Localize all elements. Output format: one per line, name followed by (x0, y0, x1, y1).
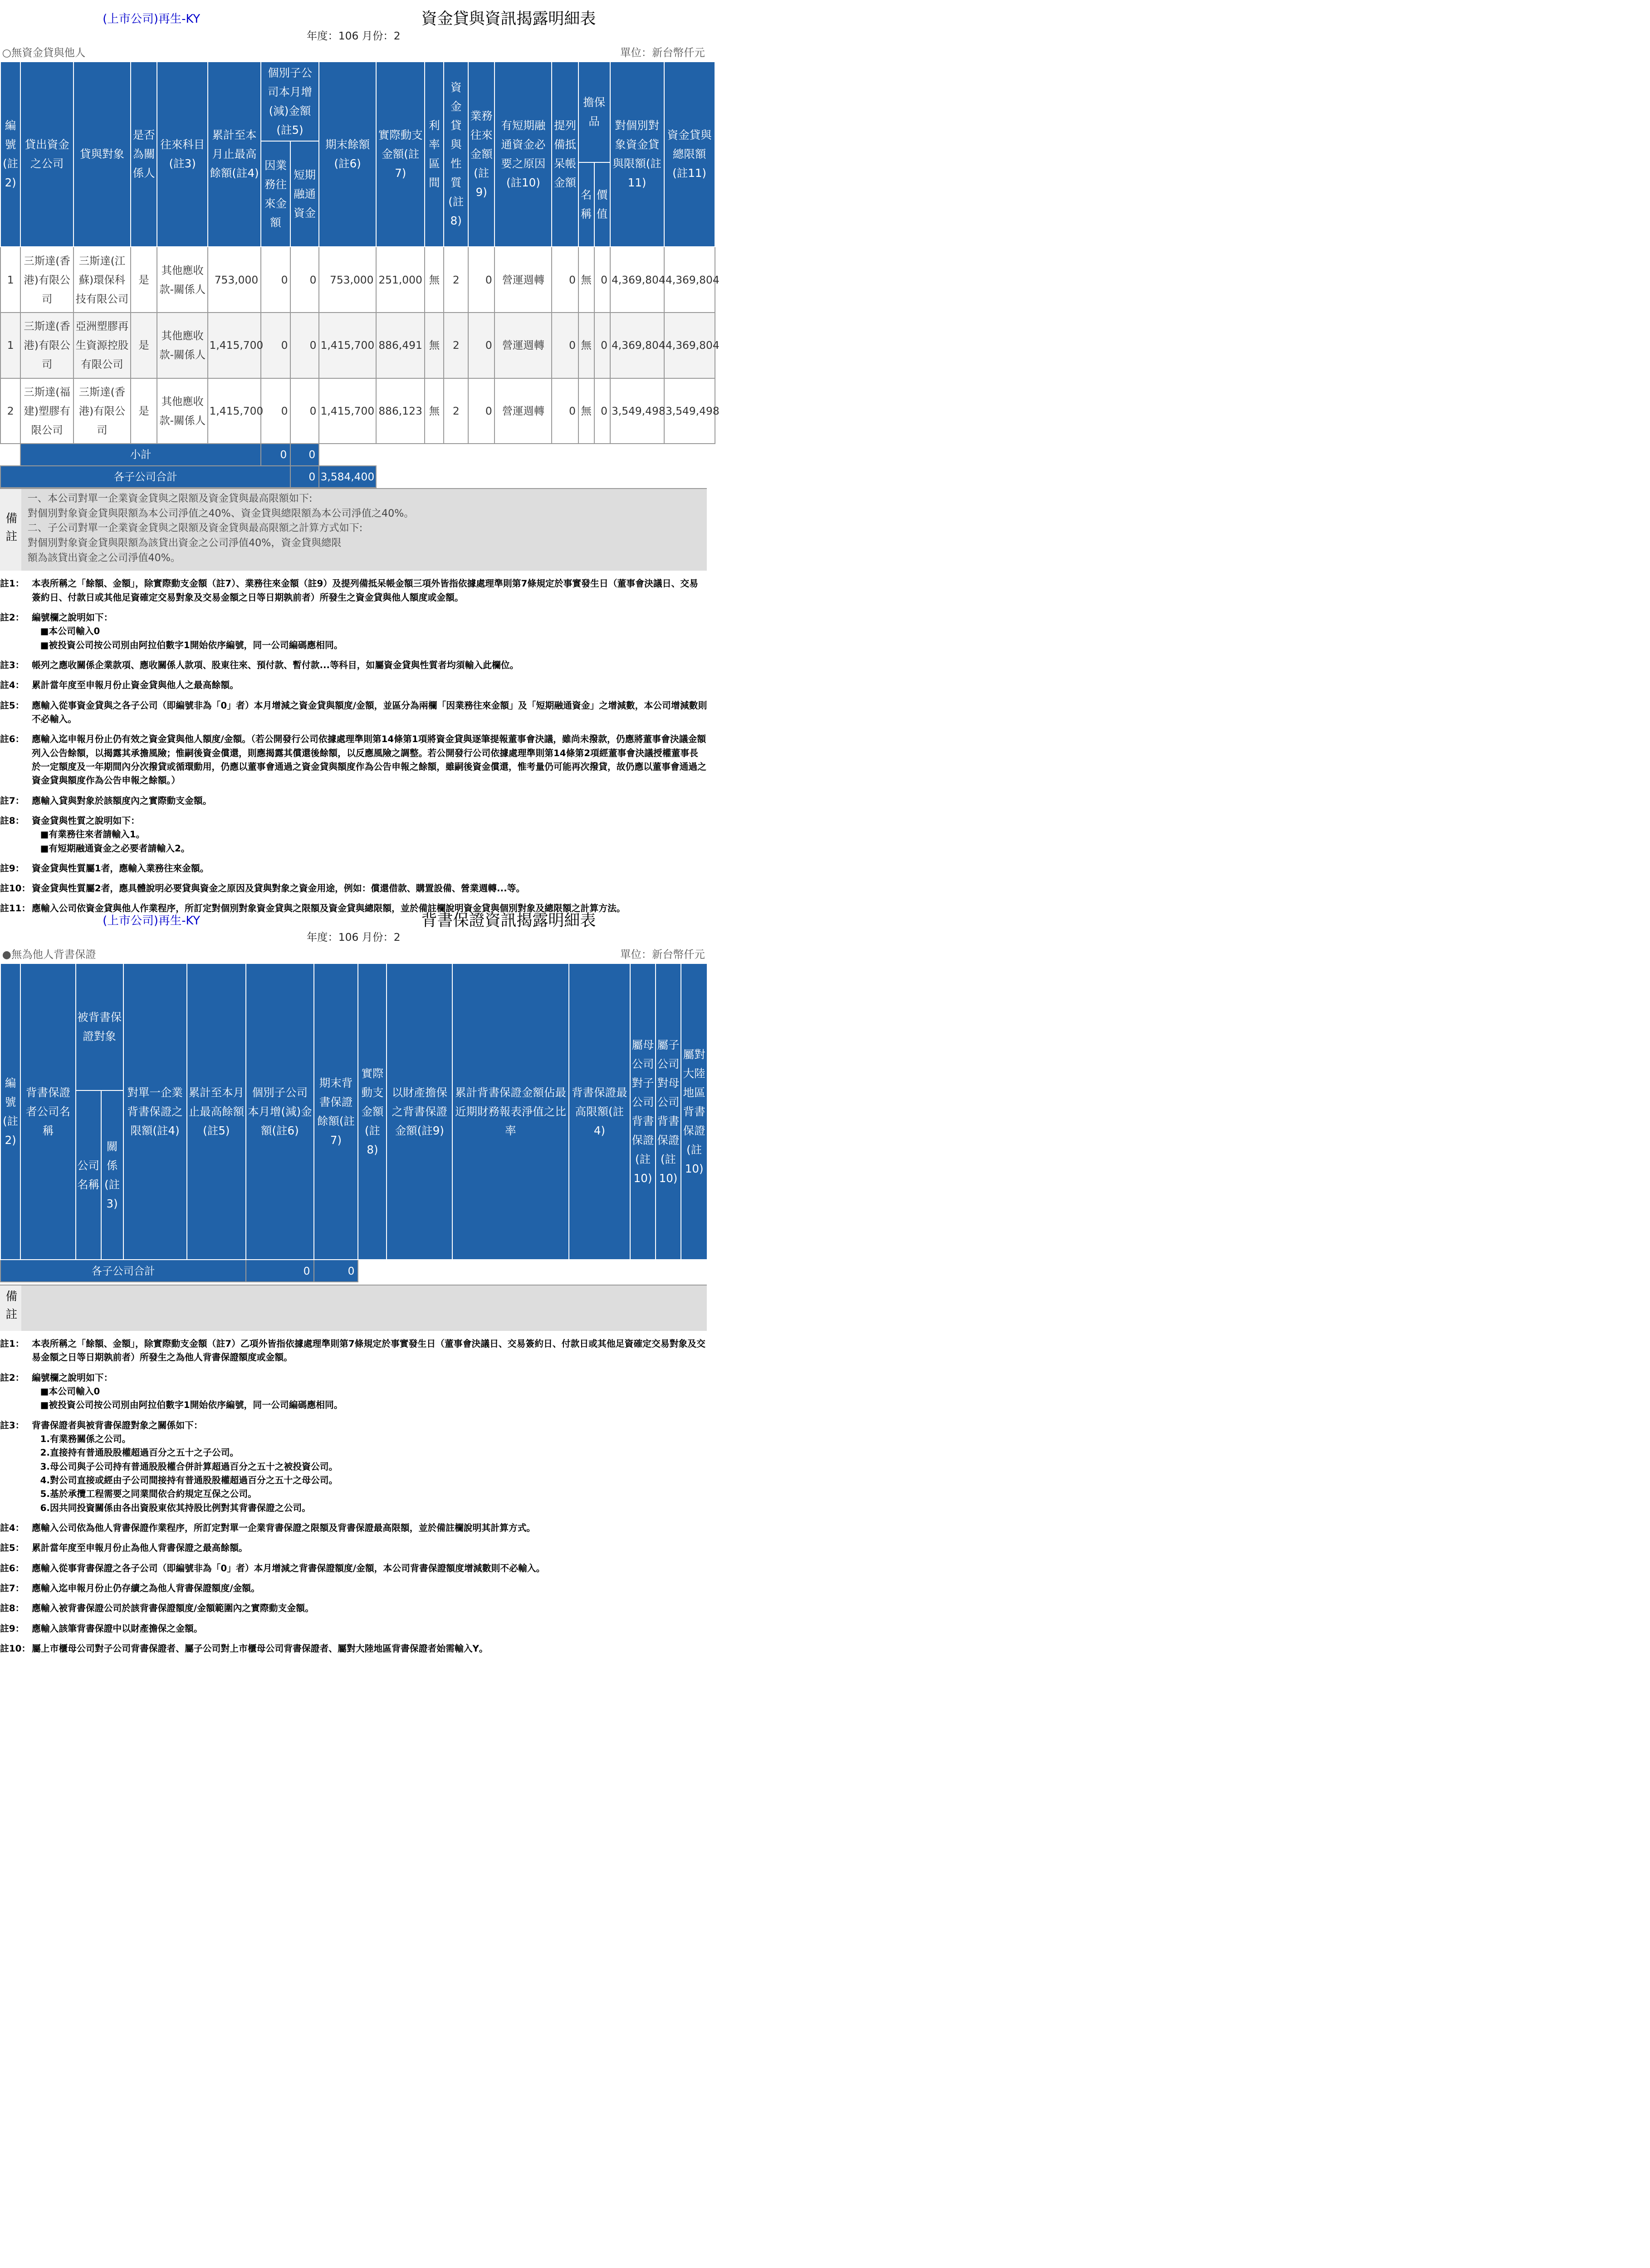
gcol-actual: 實際動支金額(註8) (358, 963, 387, 1260)
guar-total-label: 各子公司合計 (0, 1260, 246, 1282)
col-end: 期末餘額(註6) (319, 62, 376, 247)
cell-borrower: 三斯達(香港)有限公司 (73, 378, 131, 444)
footnote (0, 1622, 707, 1636)
guar-total-end: 0 (314, 1260, 358, 1282)
cell-coll-name: 無 (578, 313, 594, 378)
cell-change-biz: 0 (261, 313, 290, 378)
cell-limit-total: 4,369,804 (664, 247, 715, 313)
gcol-max: 累計至本月止最高餘額(註5) (187, 963, 246, 1260)
footnote-line: 1.有業務關係之公司。 (40, 1434, 131, 1445)
loan-table (0, 61, 720, 488)
footnote (0, 679, 707, 692)
footnote-line: 累計當年度至申報月份止資金貸與他人之最高餘額。 (31, 680, 239, 691)
loan-remarks (0, 488, 707, 571)
cell-reason: 營運週轉 (495, 313, 552, 378)
loan-header (0, 0, 707, 28)
cell-max: 1,415,700 (208, 378, 261, 444)
guar-header (0, 902, 707, 929)
footnote-line: ■本公司輸入0 (40, 626, 100, 637)
footnote (0, 814, 707, 855)
cell-coll-name: 無 (578, 247, 594, 313)
cell-lender: 三斯達(香港)有限公司 (20, 313, 73, 378)
loan-total-change: 0 (290, 466, 319, 488)
loan-unit-text: 單位：新台幣仟元 (620, 46, 705, 59)
gcol-collateral: 以財產擔保之背書保證金額(註9) (387, 963, 452, 1260)
col-lender: 貸出資金之公司 (20, 62, 73, 247)
cell-rate: 無 (425, 247, 444, 313)
loan-subtotal-change-biz: 0 (261, 444, 290, 466)
gcol-end: 期末背書保證餘額(註7) (314, 963, 358, 1260)
footnote-line: ■有業務往來者請輸入1。 (40, 829, 145, 840)
cell-limit-each: 4,369,804 (610, 313, 664, 378)
cell-biz: 0 (468, 313, 495, 378)
cell-limit-total: 4,369,804 (664, 313, 715, 378)
cell-change-biz: 0 (261, 247, 290, 313)
cell-limit-total: 3,549,498 (664, 378, 715, 444)
gcol-sub-to-parent: 屬子公司對母公司背書保證(註10) (656, 963, 681, 1260)
footnote (0, 659, 707, 672)
footnote-line: 編號欄之說明如下： (31, 612, 113, 623)
footnote (0, 1642, 707, 1656)
footnote (0, 1419, 707, 1515)
footnote (0, 1541, 707, 1555)
footnote-line: 資金貸與性質屬1者，應輸入業務往來金額。 (31, 863, 209, 874)
guar-report-title: 背書保證資訊揭露明細表 (421, 911, 596, 930)
cell-coll-name: 無 (578, 378, 594, 444)
cell-rate: 無 (425, 313, 444, 378)
table-row (0, 313, 715, 378)
loan-period: 年度：106 月份：2 (306, 29, 401, 42)
guar-remark-text (21, 1286, 707, 1331)
footnote-line: 應輸入從事資金貸與之各子公司（即編號非為「0」者）本月增減之資金貸與額度/金額，並區分為兩欄「因業務往來金額」及「短期融通資金」之增減數，本公司增減數則不必輸入。 (31, 700, 707, 724)
footnote-line: ■被投資公司按公司別由阿拉伯數字1開始依序編號，同一公司編碼應相同。 (40, 1400, 343, 1411)
remark-line: 額為該貸出資金之公司淨值40%。 (27, 552, 181, 564)
col-change-biz: 因業務往來金額 (261, 141, 290, 247)
cell-actual: 886,491 (376, 313, 425, 378)
footnote-key: 註1： (0, 1339, 24, 1349)
cell-coll-value: 0 (594, 313, 610, 378)
loan-subheader (0, 44, 707, 61)
col-actual: 實際動支金額(註7) (376, 62, 425, 247)
footnote (0, 1582, 707, 1595)
cell-reason: 營運週轉 (495, 247, 552, 313)
cell-no: 2 (0, 378, 20, 444)
gcol-guarantor: 背書保證者公司名稱 (20, 963, 75, 1260)
gcol-limit-single: 對單一企業背書保證之限額(註4) (123, 963, 187, 1260)
col-nature: 資金貸與性質(註8) (444, 62, 468, 247)
cell-biz: 0 (468, 247, 495, 313)
footnote-line: 帳列之應收關係企業款項、應收關係人款項、股東往來、預付款、暫付款...等科目，如屬資金貸與性質者均須輸入此欄位。 (31, 660, 519, 671)
guar-period: 年度：106 月份：2 (306, 931, 401, 944)
guar-total-change: 0 (246, 1260, 313, 1282)
guar-footnotes (0, 1337, 707, 1656)
col-rate: 利率區間 (425, 62, 444, 247)
loan-status-text: ○無資金貸與他人 (2, 46, 86, 59)
col-change: 個別子公司本月增(減)金額(註5) (261, 62, 319, 141)
footnote (0, 882, 707, 895)
col-account: 往來科目(註3) (157, 62, 208, 247)
loan-footnotes (0, 577, 707, 915)
footnote (0, 733, 707, 787)
footnote-key: 註1： (0, 578, 24, 589)
footnote-line: 應輸入公司依為他人背書保證作業程序，所訂定對單一企業背書保證之限額及背書保證最高限額，並於備註欄說明其計算方式。 (31, 1523, 536, 1534)
cell-end: 753,000 (319, 247, 376, 313)
guar-unit-text: 單位：新台幣仟元 (620, 948, 705, 961)
loan-company-name[interactable]: (上市公司)再生-KY (103, 12, 201, 26)
col-biz: 業務往來金額(註9) (468, 62, 495, 247)
footnote-line: 背書保證者與被背書保證對象之關係如下： (31, 1420, 203, 1431)
footnote (0, 1337, 707, 1365)
footnote-line: 屬上市櫃母公司對子公司背書保證者、屬子公司對上市櫃母公司背書保證者、屬對大陸地區背書保證者始需輸入Y。 (31, 1643, 488, 1654)
footnote-line: 應輸入從事背書保證之各子公司（即編號非為「0」者）本月增減之背書保證額度/金額，本公司背書保證額度增減數則不必輸入。 (31, 1563, 545, 1574)
remark-line: 一、本公司對單一企業資金貸與之限額及資金貸與最高限額如下: (27, 493, 313, 505)
footnote (0, 1521, 707, 1535)
cell-account: 其他應收款-關係人 (157, 247, 208, 313)
col-max: 累計至本月止最高餘額(註4) (208, 62, 261, 247)
footnote-key: 註3： (0, 660, 24, 671)
cell-nature: 2 (444, 313, 468, 378)
cell-rate: 無 (425, 378, 444, 444)
footnote-line: 5.基於承攬工程需要之同業間依合約規定互保之公司。 (40, 1489, 257, 1500)
guar-company-name[interactable]: (上市公司)再生-KY (103, 914, 201, 928)
guar-status-text: ●無為他人背書保證 (2, 948, 96, 961)
cell-borrower: 三斯達(江蘇)環保科技有限公司 (73, 247, 131, 313)
footnote-line: 本表所稱之「餘額、金額」，除實際動支金額（註7）、業務往來金額（註9）及提列備抵呆帳金額三項外皆指依據處理準則第7條規定於事實發生日（董事會決議日、交易簽約日、付款日或其他足資確定交易對象及交易金額之日等日期孰前者）所發生之資金貸與他人額度或金額。 (31, 578, 698, 603)
gcol-no: 編號(註2) (0, 963, 20, 1260)
footnote-line: 應輸入被背書保證公司於該背書保證額度/金額範圍內之實際動支金額。 (31, 1603, 314, 1614)
cell-allow: 0 (552, 378, 578, 444)
guar-subheader (0, 946, 707, 963)
loan-subtotal-label: 小計 (20, 444, 261, 466)
table-row (0, 378, 715, 444)
footnote-key: 註6： (0, 1563, 24, 1574)
footnote-key: 註3： (0, 1420, 24, 1431)
cell-nature: 2 (444, 247, 468, 313)
loan-total-end: 3,584,400 (319, 466, 376, 488)
footnote-key: 註2： (0, 612, 24, 623)
footnote-line: ■被投資公司按公司別由阿拉伯數字1開始依序編號，同一公司編碼應相同。 (40, 640, 343, 650)
cell-end: 1,415,700 (319, 313, 376, 378)
col-related: 是否為關係人 (131, 62, 157, 247)
cell-lender: 三斯達(香港)有限公司 (20, 247, 73, 313)
cell-reason: 營運週轉 (495, 378, 552, 444)
footnote (0, 1371, 707, 1413)
cell-account: 其他應收款-關係人 (157, 378, 208, 444)
footnote-key: 註2： (0, 1372, 24, 1383)
col-coll-value: 價值 (594, 162, 610, 247)
footnote (0, 1562, 707, 1575)
guar-remarks (0, 1285, 707, 1331)
footnote-line: ■有短期融通資金之必要者請輸入2。 (40, 843, 190, 854)
cell-allow: 0 (552, 313, 578, 378)
footnote-line: 應輸入公司依資金貸與他人作業程序，所訂定對個別對象資金貸與之限額及資金貸與總限額，並於備註欄說明資金貸與個別對象及總限額之計算方法。 (31, 903, 626, 914)
table-row (0, 247, 715, 313)
footnote-line: 6.因共同投資關係由各出資股東依其持股比例對其背書保證之公司。 (40, 1502, 311, 1513)
footnote-key: 註5： (0, 700, 24, 711)
footnote-line: 3.母公司與子公司持有普通股股權合併計算超過百分之五十之被投資公司。 (40, 1461, 338, 1472)
col-reason: 有短期融通資金必要之原因(註10) (495, 62, 552, 247)
loan-remark-label: 備註 (0, 489, 21, 571)
cell-actual: 886,123 (376, 378, 425, 444)
cell-allow: 0 (552, 247, 578, 313)
footnote-key: 註10： (0, 883, 31, 894)
footnote-key: 註7： (0, 795, 24, 806)
loan-subtotal-change-short: 0 (290, 444, 319, 466)
footnote (0, 794, 707, 808)
footnote-line: 累計當年度至申報月份止為他人背書保證之最高餘額。 (31, 1543, 248, 1554)
cell-change-short: 0 (290, 247, 319, 313)
cell-actual: 251,000 (376, 247, 425, 313)
footnote-line: 資金貸與性質之說明如下： (31, 815, 140, 826)
cell-biz: 0 (468, 378, 495, 444)
remark-line: 對個別對象資金貸與限額為本公司淨值之40%、資金貸與總限額為本公司淨值之40%。 (27, 507, 414, 519)
gcol-change: 個別子公司本月增(減)金額(註6) (246, 963, 313, 1260)
loan-remark-text (21, 489, 707, 571)
remark-line: 二、子公司對單一企業資金貸與之限額及資金貸與最高限額之計算方式如下: (27, 522, 363, 534)
cell-end: 1,415,700 (319, 378, 376, 444)
footnote-key: 註4： (0, 680, 24, 691)
col-borrower: 貸與對象 (73, 62, 131, 247)
footnote-line: 應輸入該筆背書保證中以財產擔保之金額。 (31, 1623, 203, 1634)
loan-report-title: 資金貸與資訊揭露明細表 (421, 10, 596, 28)
col-limit-total: 資金貸與總限額(註11) (664, 62, 715, 247)
col-allow: 提列備抵呆帳金額 (552, 62, 578, 247)
footnote-line: 應輸入貸與對象於該額度內之實際動支金額。 (31, 795, 212, 806)
cell-change-biz: 0 (261, 378, 290, 444)
loan-section (0, 0, 720, 916)
footnote (0, 862, 707, 875)
cell-coll-value: 0 (594, 378, 610, 444)
footnote (0, 1602, 707, 1615)
cell-limit-each: 4,369,804 (610, 247, 664, 313)
guar-table (0, 963, 708, 1282)
gcol-mainland: 屬對大陸地區背書保證(註10) (681, 963, 707, 1260)
gcol-target: 被背書保證對象 (76, 963, 123, 1090)
gcol-limit-max: 背書保證最高限額(註4) (569, 963, 630, 1260)
cell-nature: 2 (444, 378, 468, 444)
cell-coll-value: 0 (594, 247, 610, 313)
cell-related: 是 (131, 313, 157, 378)
footnote-line: 資金貸與性質屬2者，應具體說明必要貸與資金之原因及貸與對象之資金用途，例如：償還借款、購置設備、營業週轉...等。 (31, 883, 525, 894)
footnote-key: 註11： (0, 903, 31, 914)
footnote-key: 註8： (0, 815, 24, 826)
gcol-ratio: 累計背書保證金額佔最近期財務報表淨值之比率 (452, 963, 569, 1260)
cell-change-short: 0 (290, 313, 319, 378)
footnote-key: 註5： (0, 1543, 24, 1554)
guar-remark-label: 備註 (0, 1286, 21, 1331)
col-change-short: 短期融通資金 (290, 141, 319, 247)
cell-max: 753,000 (208, 247, 261, 313)
footnote-line: 2.直接持有普通股股權超過百分之五十之子公司。 (40, 1447, 239, 1458)
gcol-target-name: 公司名稱 (76, 1090, 101, 1260)
col-coll-name: 名稱 (578, 162, 594, 247)
cell-max: 1,415,700 (208, 313, 261, 378)
footnote (0, 699, 707, 727)
footnote-key: 註9： (0, 1623, 24, 1634)
footnote-key: 註8： (0, 1603, 24, 1614)
footnote-line: ■本公司輸入0 (40, 1386, 100, 1397)
col-limit-each: 對個別對象資金貸與限額(註11) (610, 62, 664, 247)
footnote-key: 註4： (0, 1523, 24, 1534)
footnote-line: 應輸入迄申報月份止仍有效之資金貸與他人額度/金額。（若公開發行公司依據處理準則第14條第1項將資金貸與逐筆提報董事會決議，雖尚未撥款，仍應將董事會決議金額列入公告餘額，以揭露其承擔風險；惟嗣後資金償還，則應揭露其償還後餘額，以反應風險之調整。若公開發行公司依據處理準則第14條第2項經董事會決議授權董事長於一定額度及一年期間內分次撥貸或循環動用，仍應以董事會通過之資金貸與額度作為公告申報之餘額，雖嗣後資金償還，惟考量仍可能再次撥貸，故仍應以董事會通過之資金貸與額度作為公告申報之餘額。） (31, 734, 707, 786)
cell-lender: 三斯達(福建)塑膠有限公司 (20, 378, 73, 444)
cell-related: 是 (131, 378, 157, 444)
col-collateral: 擔保品 (578, 62, 610, 162)
footnote-line: 本表所稱之「餘額、金額」，除實際動支金額（註7）乙項外皆指依據處理準則第7條規定於事實發生日（董事會決議日、交易簽約日、付款日或其他足資確定交易對象及交易金額之日等日期孰前者）所發生之為他人背書保證額度或金額。 (31, 1339, 705, 1363)
footnote-line: 應輸入迄申報月份止仍存續之為他人背書保證額度/金額。 (31, 1583, 260, 1593)
cell-limit-each: 3,549,498 (610, 378, 664, 444)
guar-section (0, 902, 707, 1656)
cell-borrower: 亞洲塑膠再生資源控股有限公司 (73, 313, 131, 378)
footnote-key: 註10： (0, 1643, 31, 1654)
cell-no: 1 (0, 313, 20, 378)
footnote (0, 577, 707, 605)
gcol-target-rel: 關係(註3) (101, 1090, 123, 1260)
gcol-parent-to-sub: 屬母公司對子公司背書保證(註10) (630, 963, 656, 1260)
cell-change-short: 0 (290, 378, 319, 444)
cell-related: 是 (131, 247, 157, 313)
footnote-key: 註7： (0, 1583, 24, 1593)
cell-no: 1 (0, 247, 20, 313)
col-no: 編號(註2) (0, 62, 20, 247)
remark-line: 對個別對象資金貸與限額為該貸出資金之公司淨值40%，資金貸與總限 (27, 537, 342, 549)
footnote-line: 4.對公司直接或經由子公司間接持有普通股股權超過百分之五十之母公司。 (40, 1475, 338, 1486)
footnote-line: 編號欄之說明如下： (31, 1372, 113, 1383)
footnote (0, 611, 707, 652)
footnote-key: 註6： (0, 734, 24, 745)
footnote-key: 註9： (0, 863, 24, 874)
cell-account: 其他應收款-關係人 (157, 313, 208, 378)
loan-total-label: 各子公司合計 (0, 466, 290, 488)
